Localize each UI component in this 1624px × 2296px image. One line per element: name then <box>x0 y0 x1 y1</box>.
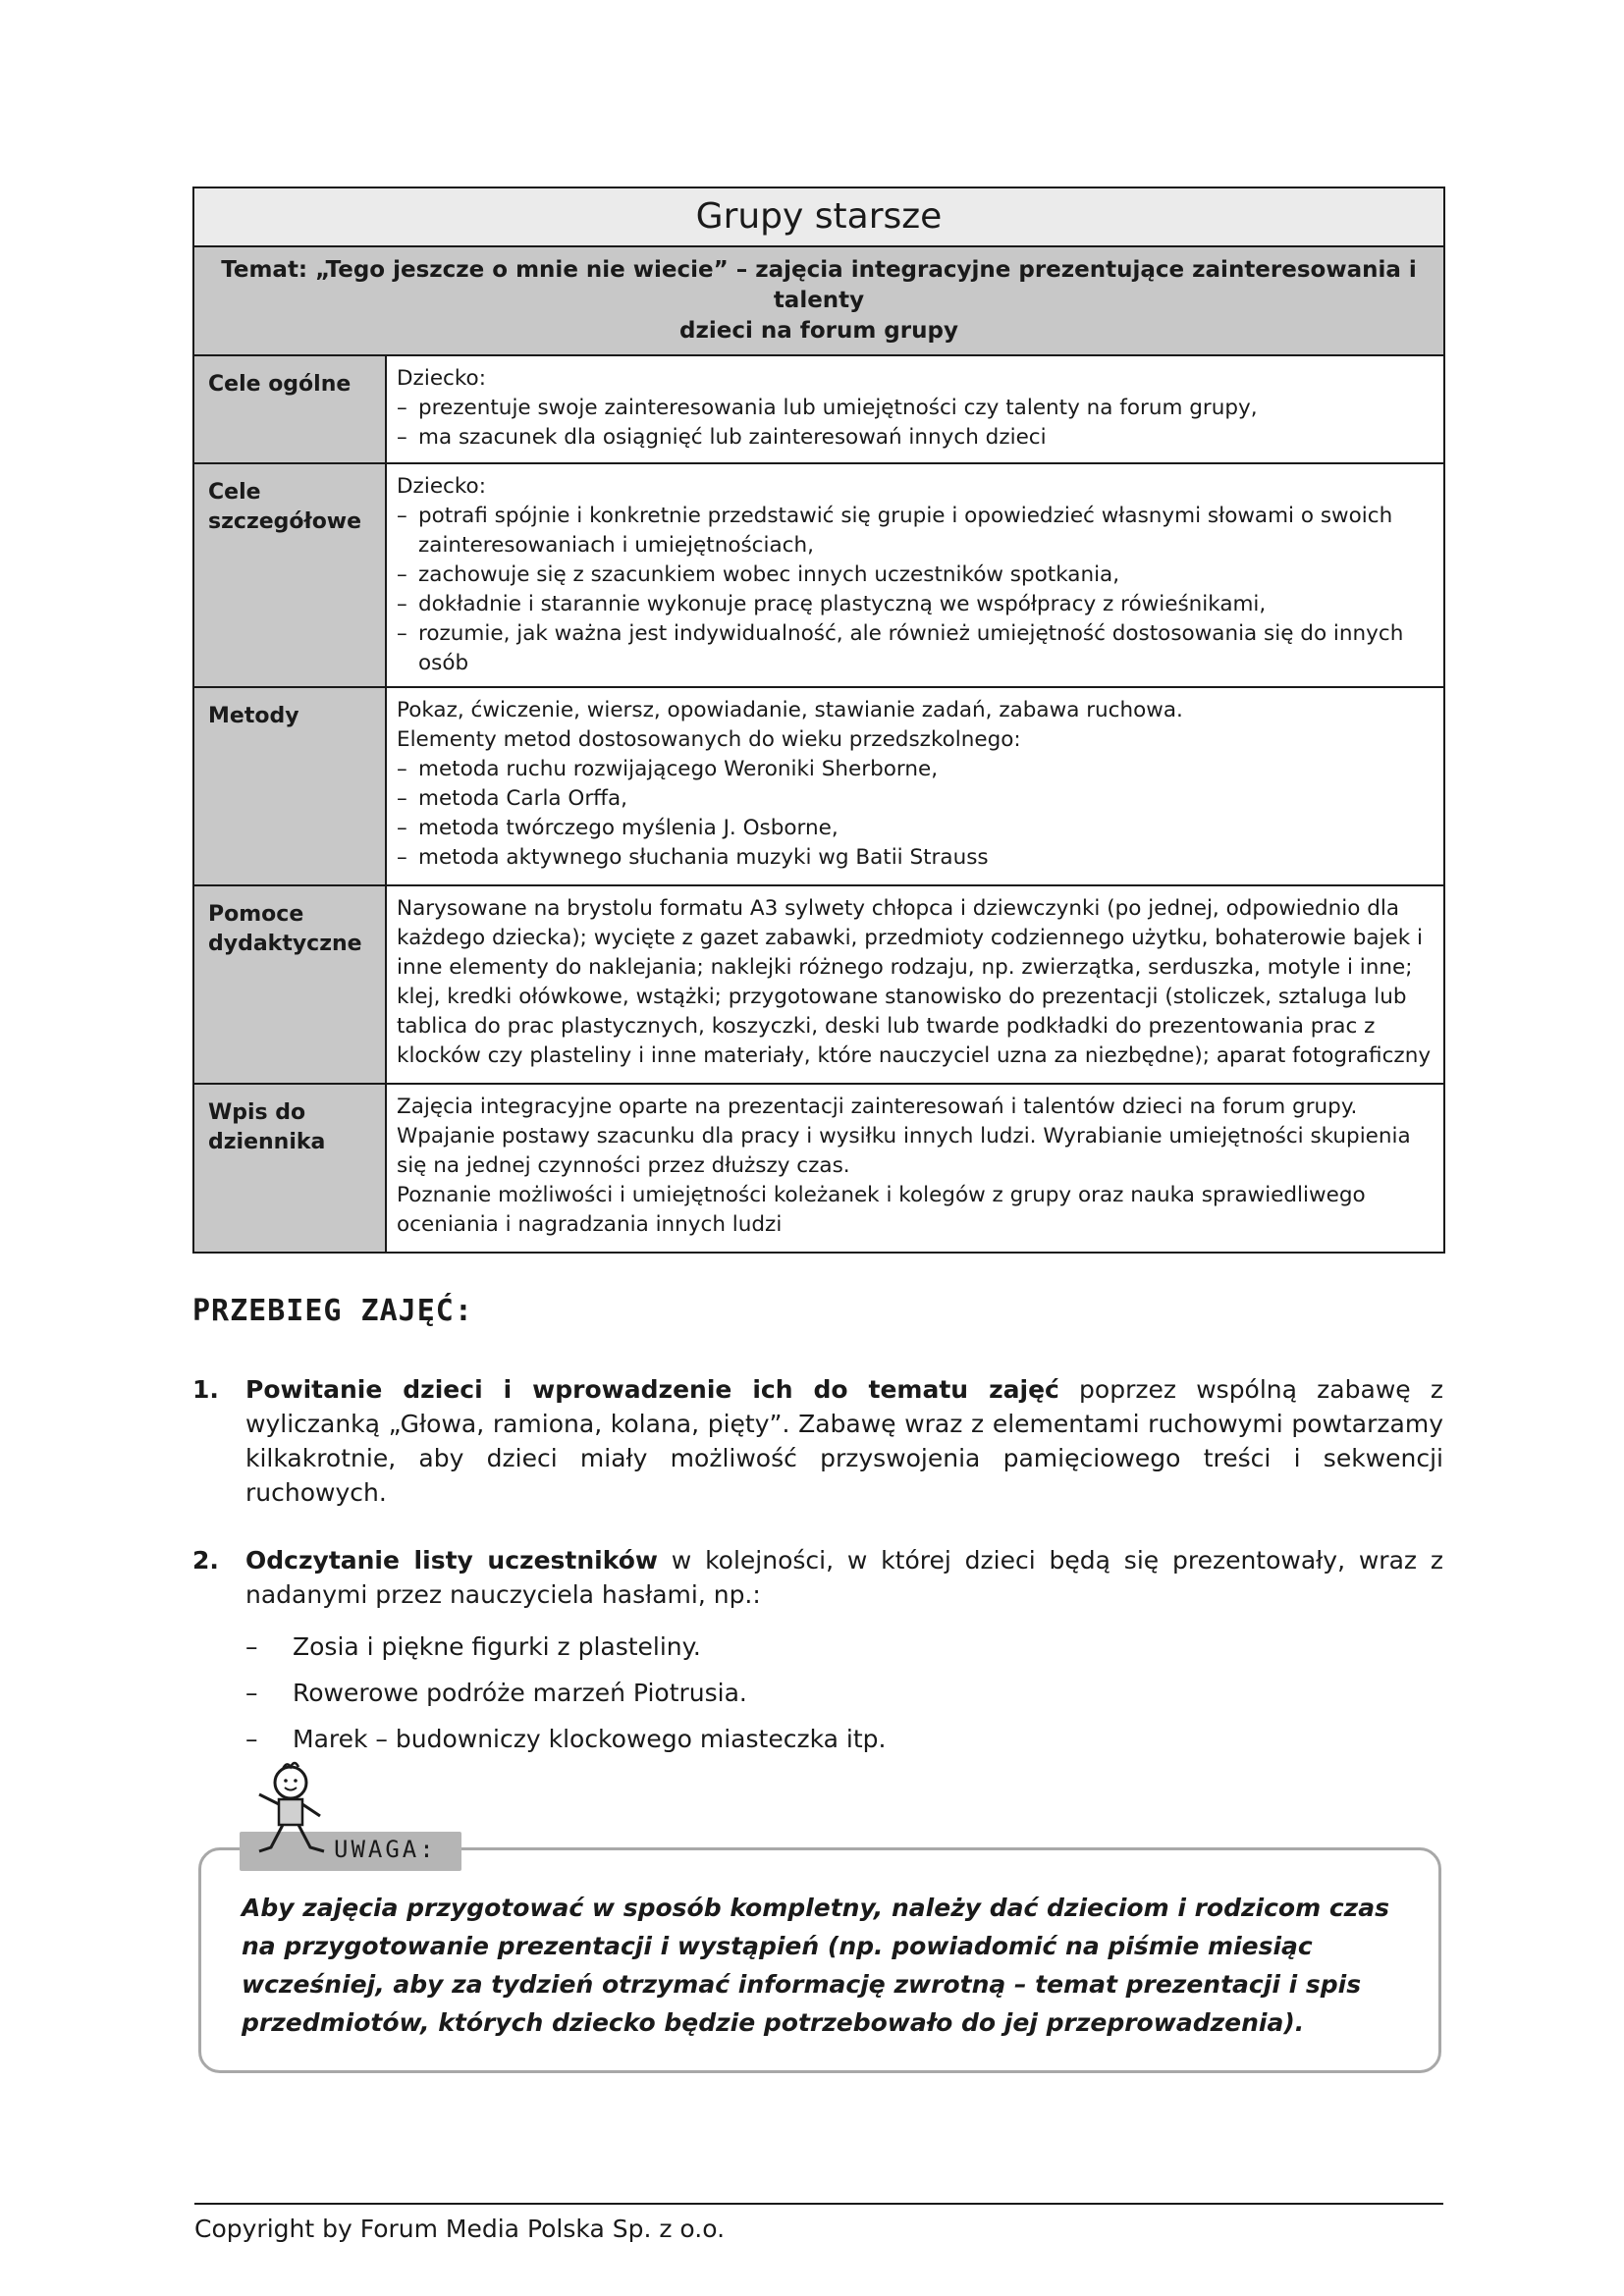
list-item: – zachowuje się z szacunkiem wobec innych uczestników spotkania, <box>397 561 1434 590</box>
list-item: – metoda twórczego myślenia J. Osborne, <box>397 814 1434 843</box>
dash-marker: – <box>245 1632 258 1661</box>
table-row <box>193 687 1444 885</box>
dash-marker: – <box>245 1725 258 1753</box>
row-label: Cele ogólne <box>193 355 386 463</box>
table-row <box>193 1084 1444 1253</box>
section-heading: PRZEBIEG ZAJĘĆ: <box>192 1294 473 1328</box>
row-label: Metody <box>193 687 386 885</box>
row-line: Pokaz, ćwiczenie, wiersz, opowiadanie, stawianie zadań, zabawa ruchowa. <box>397 698 1183 722</box>
step-text: w kolejności, w której dzieci będą się prezentowały, wraz z nadanymi przez nauczyciela hasłami, np.: <box>245 1546 1443 1609</box>
step-item <box>192 1543 1443 1612</box>
row-line: Elementy metod dostosowanych do wieku przedszkolnego: <box>397 727 1021 752</box>
child-figure-icon <box>245 1757 334 1865</box>
row-content: Narysowane na brystolu formatu A3 sylwety chłopca i dziewczynki (po jednej, odpowiednio dla każdego dziecka); wycięte z gazet zabawki, przedmioty codziennego użytku, bohaterowie bajek i inne elementy do naklejania; naklejki różnego rodzaju, np. zwierzątka, serduszka, motyle i inne; klej, kredki ołówkowe, wstążki; przygotowane stanowisko do prezentacji (stoliczek, sztaluga lub tablica do prac plastycznych, koszyczki, deski lub twarde podkładki do prezentowania prac z klocków czy plasteliny i inne materiały, które nauczyciel uzna za niezbędne); aparat fotograficzny <box>386 885 1444 1084</box>
lesson-topic <box>193 246 1444 355</box>
list-item: – potrafi spójnie i konkretnie przedstawić się grupie i opowiedzieć własnymi słowami o swoich zainteresowaniach i umiejętnościach, <box>397 502 1434 561</box>
row-content <box>386 687 1444 885</box>
row-content <box>386 355 1444 463</box>
example-list <box>245 1624 1443 1762</box>
list-item: – metoda ruchu rozwijającego Weroniki Sherborne, <box>397 755 1434 784</box>
row-intro: Dziecko: <box>397 474 486 499</box>
table-row <box>193 885 1444 1084</box>
row-label: Pomoce dydaktyczne <box>193 885 386 1084</box>
example-text: Rowerowe podróże marzeń Piotrusia. <box>293 1679 747 1707</box>
example-item <box>245 1624 1443 1670</box>
step-text: poprzez wspólną zabawę z wyliczanką „Głowa, ramiona, kolana, pięty”. Zabawę wraz z elementami ruchowymi powtarzamy kilkakrotnie, aby dzieci miały możliwość przyswojenia pamięciowego treści i sekwencji ruchowych. <box>245 1375 1443 1507</box>
row-line: Poznanie możliwości i umiejętności koleżanek i kolegów z grupy oraz nauka sprawiedliwego oceniania i nagradzania innych ludzi <box>397 1183 1366 1237</box>
footer-divider <box>194 2203 1443 2205</box>
table-title: Grupy starsze <box>193 187 1444 246</box>
lesson-topic-line-2: dzieci na forum grupy <box>679 318 958 344</box>
dash-marker: – <box>245 1679 258 1707</box>
example-item <box>245 1670 1443 1716</box>
table-row <box>193 355 1444 463</box>
list-item: – metoda Carla Orffa, <box>397 784 1434 814</box>
list-item: – rozumie, jak ważna jest indywidualność, ale również umiejętność dostosowania się do innych osób <box>397 619 1434 678</box>
step-item <box>192 1372 1443 1510</box>
note-text: Aby zajęcia przygotować w sposób kompletny, należy dać dzieciom i rodzicom czas na przygotowanie prezentacji i wystąpień (np. powiadomić na piśmie miesiąc wcześniej, aby za tydzień otrzymać informację zwrotną – temat prezentacji i spis przedmiotów, których dziecko będzie potrzebowało do jej przeprowadzenia). <box>242 1894 1389 2037</box>
step-number: 1. <box>192 1375 219 1404</box>
row-content <box>386 1084 1444 1253</box>
list-item: – ma szacunek dla osiągnięć lub zainteresowań innych dzieci <box>397 423 1434 453</box>
row-label: Cele szczegółowe <box>193 463 386 687</box>
steps-list <box>192 1372 1443 1762</box>
note-label: UWAGA: <box>334 1836 437 1863</box>
list-item: – prezentuje swoje zainteresowania lub umiejętności czy talenty na forum grupy, <box>397 394 1434 423</box>
table-row <box>193 463 1444 687</box>
row-label: Wpis do dziennika <box>193 1084 386 1253</box>
step-number: 2. <box>192 1546 219 1575</box>
lesson-topic-line-1: Temat: „Tego jeszcze o mnie nie wiecie” – zajęcia integracyjne prezentujące zainteresowania i talenty <box>221 257 1417 313</box>
row-line: Zajęcia integracyjne oparte na prezentacji zainteresowań i talentów dzieci na forum grupy. <box>397 1095 1358 1119</box>
row-line: Wpajanie postawy szacunku dla pracy i wysiłku innych ludzi. Wyrabianie umiejętności skupienia się na jednej czynności przez dłuższy czas. <box>397 1124 1411 1178</box>
example-text: Zosia i piękne figurki z plasteliny. <box>293 1632 701 1661</box>
list-item: – dokładnie i starannie wykonuje pracę plastyczną we współpracy z rówieśnikami, <box>397 590 1434 619</box>
step-lead: Odczytanie listy uczestników <box>245 1546 658 1575</box>
list-item: – metoda aktywnego słuchania muzyki wg Batii Strauss <box>397 843 1434 873</box>
row-intro: Dziecko: <box>397 366 486 391</box>
lesson-plan-table <box>192 187 1445 1254</box>
row-content <box>386 463 1444 687</box>
example-item <box>245 1716 1443 1762</box>
example-text: Marek – budowniczy klockowego miasteczka itp. <box>293 1725 887 1753</box>
footer-copyright: Copyright by Forum Media Polska Sp. z o.o. <box>194 2215 726 2243</box>
step-lead: Powitanie dzieci i wprowadzenie ich do tematu zajęć <box>245 1375 1059 1404</box>
